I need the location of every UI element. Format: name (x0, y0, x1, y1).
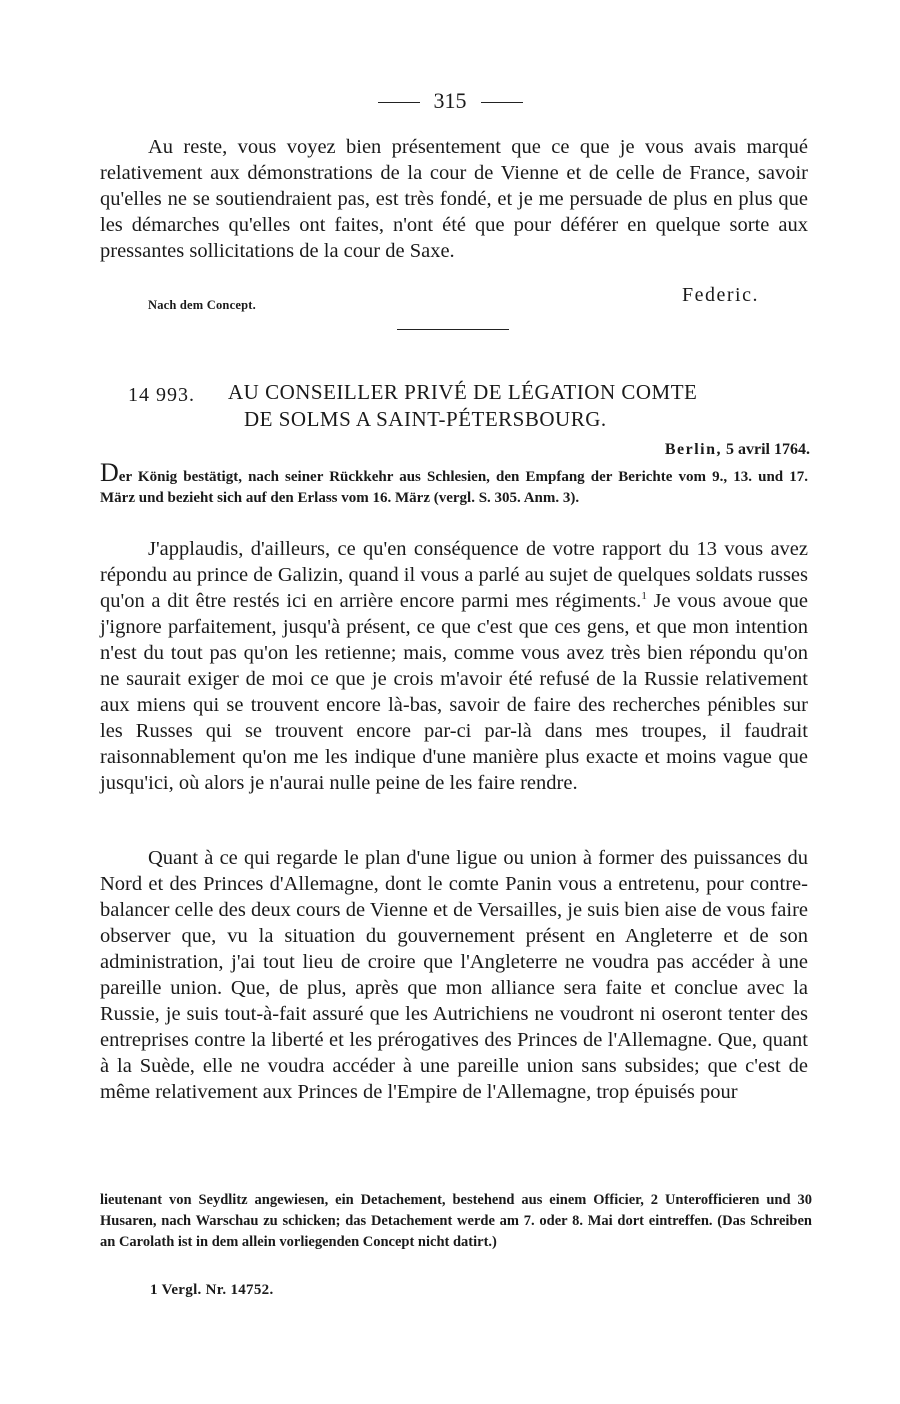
letter-number: 14 993. (128, 384, 195, 406)
footnote-continued: lieutenant von Seydlitz angewiesen, ein Detachement, bestehend aus einem Officier, 2 Unterofficieren und 30 Husaren, nach Warschau zu schicken; das Detachement werde am 7. oder 8. Mai dort eintreffen. (Das Schreiben an Carolath ist in dem allein vorliegenden Concept nicht datirt.) (100, 1192, 812, 1250)
letter-summary (100, 458, 808, 509)
paragraph-1-text-a: J'applaudis, d'ailleurs, ce qu'en conséquence de votre rapport du 13 vous avez répondu au prince de Galizin, quand il vous a parlé au sujet de quelques soldats russes qu'on a dit être restés ici en arrière encore parmi mes régiments. (100, 538, 808, 612)
dateline (0, 441, 810, 459)
footnote-1-mark: 1 (150, 1282, 158, 1298)
previous-letter-closing-paragraph: Au reste, vous voyez bien présentement que ce que je vous avais marqué relativement aux démonstrations de la cour de Vienne et de celle de France, savoir qu'elles ne se soutiendraient pas, est très fondé, et je me persuade de plus en plus que les démarches qu'elles ont faites, n'ont été que pour déférer en quelque sorte aux pressantes sollicitations de la cour de Saxe. (100, 136, 808, 262)
letter-paragraph-2: Quant à ce qui regarde le plan d'une ligue ou union à former des puissances du Nord et des Princes d'Allemagne, dont le comte Panin vous a entretenu, pour contre-balancer celle des deux cours de Vienne et de Versailles, je suis bien aise de vous faire observer que, vu la situation du gouvernement présent en Angleterre et de son administration, j'ai tout lieu de croire que l'Angleterre ne voudra pas accéder à une pareille union. Que, de plus, après que mon alliance sera faite et conclue avec la Russie, je suis tout-à-fait assuré que les Autrichiens ne voudront ni oseront tenter des entreprises contre la liberté et les prérogatives des Princes de l'Allemagne. Que, quant à la Suède, elle ne voudra accéder à une pareille union sans subsides; que c'est de même relativement aux Princes de l'Empire de l'Allemagne, trop épuisés pour (100, 847, 808, 1103)
section-divider (397, 329, 509, 330)
paragraph-1-text-b: Je vous avoue que j'ignore parfaitement, jusqu'à présent, ce que c'est que ces gens, et que mon intention n'est du tout pas qu'on les retienne; mais, comme vous avez très bien répondu qu'on ne saurait exiger de moi ce que je crois m'avoir été refusé de la Russie relativement aux miens qui se trouvent encore là-bas, savoir de faire des recherches pénibles sur les Russes qui se trouvent encore par-ci par-là dans mes troupes, il faudrait raisonnablement qu'on me les indique d'une manière plus exacte et moins vague que jusqu'ici, où alors je n'aurai nulle peine de les faire rendre. (100, 590, 808, 794)
page-number: 315 (433, 88, 467, 113)
footnote-mark: 1 (641, 590, 647, 603)
summary-text: er König bestätigt, nach seiner Rückkehr aus Schlesien, den Empfang der Berichte vom 9., 13. und 17. März und bezieht sich auf den Erlass vom 16. März (vergl. S. 305. Anm. 3). (100, 469, 808, 506)
header-dash-right (481, 102, 523, 103)
date: 5 avril 1764. (726, 441, 810, 458)
signature: Federic. (682, 284, 759, 306)
footnote-1 (150, 1282, 274, 1299)
letter-title-line2: DE SOLMS A SAINT-PÉTERSBOURG. (244, 407, 607, 431)
summary-initial: D (100, 458, 119, 487)
footnote-1-text: Vergl. Nr. 14752. (161, 1282, 274, 1298)
date-place: Berlin, (664, 441, 722, 458)
header-dash-left (378, 102, 420, 103)
source-note: Nach dem Concept. (148, 298, 256, 312)
letter-title-line1: AU CONSEILLER PRIVÉ DE LÉGATION COMTE (228, 380, 698, 404)
page-header (0, 88, 900, 114)
letter-paragraph-1 (100, 536, 808, 796)
